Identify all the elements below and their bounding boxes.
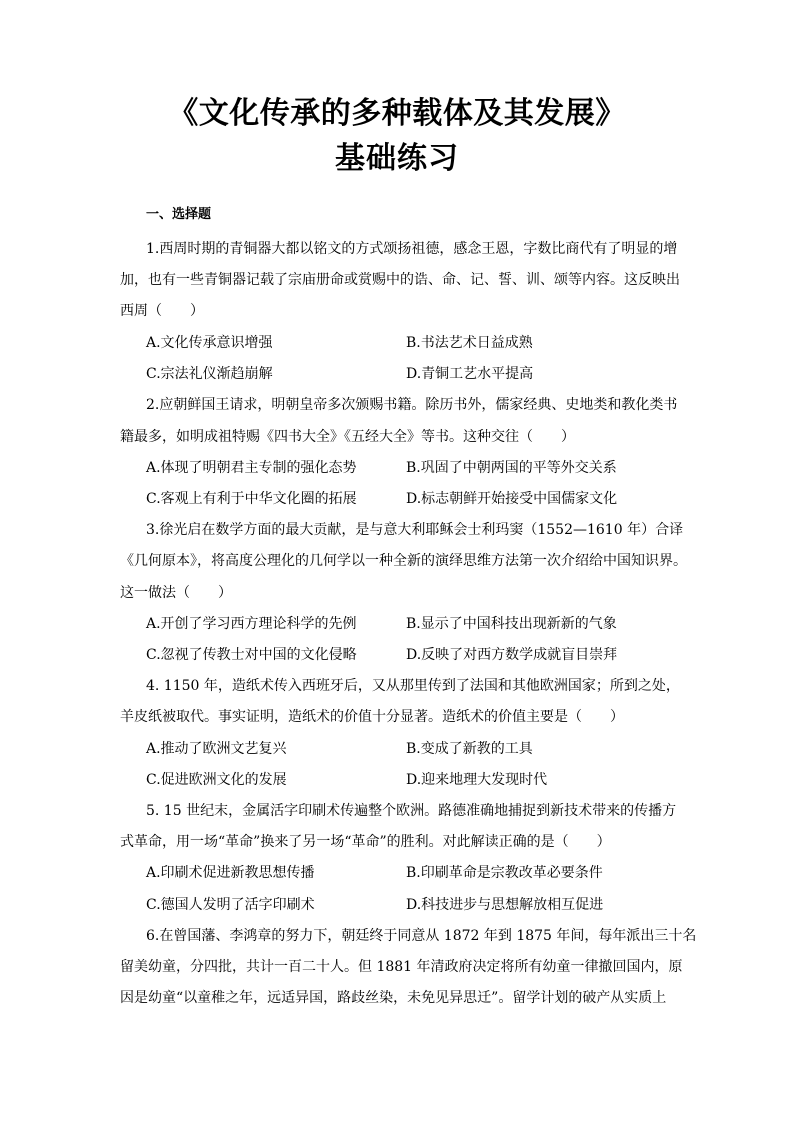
question-6-line-1: 6.在曾国藩、李鸿章的努力下，朝廷终于同意从 1872 年到 1875 年间，每年派出三十名 — [146, 928, 697, 944]
question-4-option-b: B.变成了新教的工具 — [406, 741, 533, 757]
question-4-line-2: 羊皮纸被取代。事实证明，造纸术的价值十分显著。造纸术的价值主要是（ ） — [120, 709, 624, 725]
question-4-option-c: C.促进欧洲文化的发展 — [146, 772, 287, 788]
document-title: 《文化传承的多种载体及其发展》 — [168, 96, 626, 131]
question-5-option-d: D.科技进步与思想解放相互促进 — [406, 897, 604, 913]
question-5-line-1: 5. 15 世纪末，金属活字印刷术传遍整个欧洲。路德准确地捕捉到新技术带来的传播方 — [146, 803, 677, 819]
question-2-option-d: D.标志朝鲜开始接受中国儒家文化 — [406, 491, 618, 507]
question-3-option-b: B.显示了中国科技出现新新的气象 — [406, 616, 617, 632]
question-5-option-a: A.印刷术促进新教思想传播 — [146, 865, 315, 881]
question-5-option-b: B.印刷革命是宗教改革必要条件 — [406, 865, 603, 881]
question-2-line-1: 2.应朝鲜国王请求，明朝皇帝多次颁赐书籍。除历书外，儒家经典、史地类和教化类书 — [146, 397, 678, 413]
question-2-option-a: A.体现了明朝君主专制的强化态势 — [146, 460, 357, 476]
question-5-option-c: C.德国人发明了活字印刷术 — [146, 897, 315, 913]
question-1-option-c: C.宗法礼仪渐趋崩解 — [146, 366, 273, 382]
question-1-option-a: A.文化传承意识增强 — [146, 335, 273, 351]
question-1-line-1: 1.西周时期的青铜器大都以铭文的方式颂扬祖德，感念王恩，字数比商代有了明显的增 — [146, 241, 678, 257]
question-4-line-1: 4. 1150 年，造纸术传入西班牙后，又从那里传到了法国和其他欧洲国家；所到之处， — [146, 678, 680, 694]
question-3-line-3: 这一做法（ ） — [120, 585, 232, 601]
question-1-line-2: 加，也有一些青铜器记载了宗庙册命或赏赐中的诰、命、记、誓、训、颂等内容。这反映出 — [120, 272, 680, 288]
question-4-option-d: D.迎来地理大发现时代 — [406, 772, 548, 788]
question-1-line-3: 西周（ ） — [120, 303, 204, 319]
question-4-option-a: A.推动了欧洲文艺复兴 — [146, 741, 287, 757]
question-6-line-3: 因是幼童“以童稚之年，远适异国，路歧丝染，未免见异思迁”。留学计划的破产从实质上 — [120, 990, 667, 1006]
question-3-option-d: D.反映了对西方数学成就盲目崇拜 — [406, 647, 618, 663]
question-5-line-2: 式革命，用一场“革命”换来了另一场“革命”的胜利。对此解读正确的是（ ） — [120, 834, 611, 850]
question-2-option-c: C.客观上有利于中华文化圈的拓展 — [146, 491, 357, 507]
question-3-line-1: 3.徐光启在数学方面的最大贡献，是与意大利耶稣会士利玛窦（1552—1610 年）合译 — [146, 522, 684, 538]
question-3-option-a: A.开创了学习西方理论科学的先例 — [146, 616, 357, 632]
question-6-line-2: 留美幼童，分四批，共计一百二十人。但 1881 年清政府决定将所有幼童一律撤回国内，原 — [120, 959, 683, 975]
question-1-option-b: B.书法艺术日益成熟 — [406, 335, 533, 351]
question-1-option-d: D.青铜工艺水平提高 — [406, 366, 534, 382]
question-2-line-2: 籍最多，如明成祖特赐《四书大全》《五经大全》等书。这种交往（ ） — [120, 429, 575, 445]
question-3-option-c: C.忽视了传教士对中国的文化侵略 — [146, 647, 357, 663]
question-3-line-2: 《几何原本》，将高度公理化的几何学以一种全新的演绎思维方法第一次介绍给中国知识界。 — [120, 553, 687, 569]
section-heading: 一、选择题 — [146, 207, 212, 222]
document-subtitle: 基础练习 — [335, 141, 459, 176]
question-2-option-b: B.巩固了中朝两国的平等外交关系 — [406, 460, 617, 476]
